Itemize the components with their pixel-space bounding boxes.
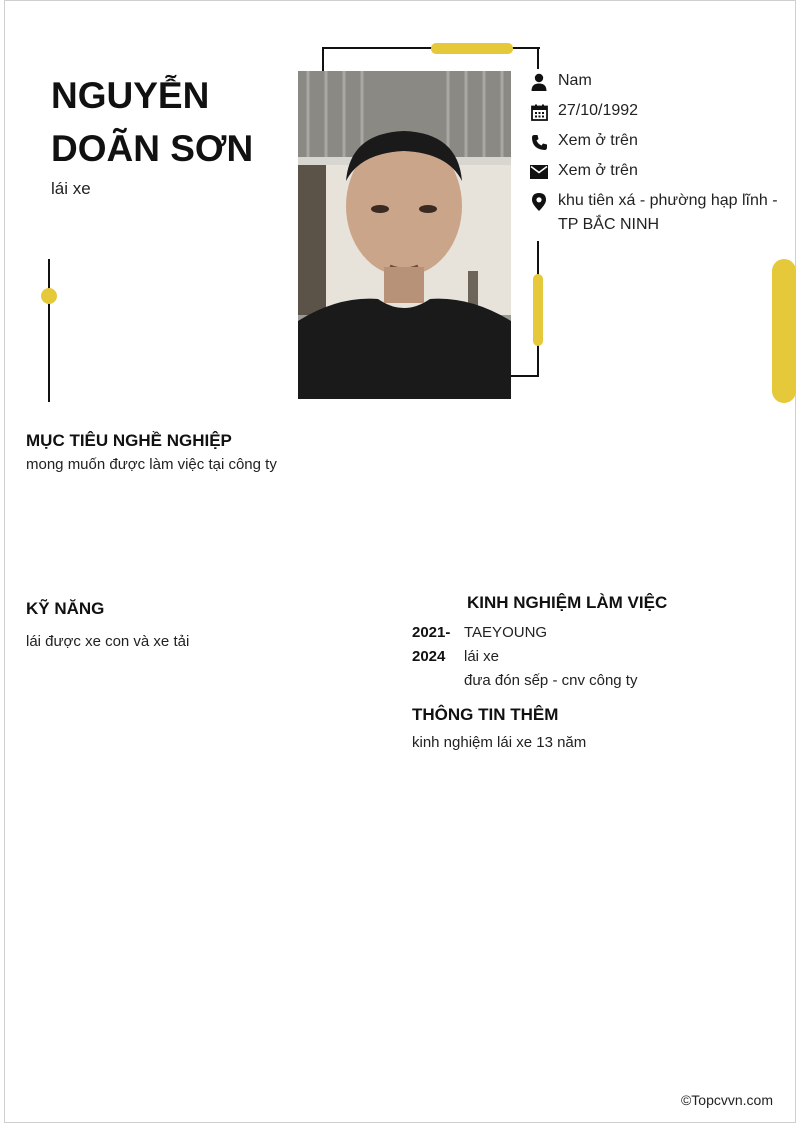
job-title: lái xe — [51, 179, 91, 198]
address-text — [558, 189, 778, 237]
experience-description: đưa đón sếp - cnv công ty — [464, 672, 638, 689]
frame-right-accent — [533, 274, 543, 346]
experience-details — [464, 621, 637, 693]
left-decor-dot — [41, 288, 57, 304]
experience-title: KINH NGHIỆM LÀM VIỆC — [467, 593, 668, 612]
calendar-icon — [530, 103, 548, 121]
right-edge-accent — [772, 259, 796, 403]
candidate-name — [51, 69, 291, 175]
person-icon — [530, 73, 548, 91]
contact-email — [530, 162, 638, 183]
contact-phone — [530, 132, 638, 153]
name-line-1: NGUYỄN — [51, 75, 210, 116]
skills-text: lái được xe con và xe tải — [26, 633, 190, 650]
location-pin-icon — [530, 193, 548, 211]
objective-title: MỤC TIÊU NGHỀ NGHIỆP — [26, 431, 232, 450]
experience-company: TAEYOUNG — [464, 624, 548, 641]
phone-text: Xem ở trên — [558, 132, 638, 149]
extra-title: THÔNG TIN THÊM — [412, 705, 559, 724]
experience-position: lái xe — [464, 648, 500, 665]
gender-text: Nam — [558, 72, 592, 89]
email-text: Xem ở trên — [558, 162, 638, 179]
contact-birthday — [530, 102, 638, 123]
experience-period — [412, 621, 450, 669]
skills-title: KỸ NĂNG — [26, 599, 105, 618]
profile-photo — [298, 71, 511, 399]
frame-top-accent — [431, 43, 513, 54]
experience-period-start: 2021- — [412, 624, 451, 641]
phone-icon — [530, 133, 548, 151]
cv-page — [4, 0, 796, 1123]
birthday-text: 27/10/1992 — [558, 102, 639, 119]
left-decor-line — [48, 259, 50, 402]
experience-period-end: 2024 — [412, 648, 446, 665]
name-line-2: DOÃN SƠN — [51, 128, 254, 169]
contact-address — [530, 192, 778, 237]
copyright-footer: ©Topcvvn.com — [680, 1092, 773, 1108]
frame-right-stub-top — [537, 47, 539, 69]
address-line-1: khu tiên xá - phường hạp lĩnh - — [558, 192, 778, 209]
frame-left-stub — [322, 47, 324, 73]
frame-bottom-stub — [511, 375, 539, 377]
objective-text: mong muốn được làm việc tại công ty — [26, 456, 277, 473]
address-line-2: TP BẮC NINH — [558, 216, 660, 233]
envelope-icon — [530, 163, 548, 181]
contact-gender — [530, 72, 592, 93]
extra-text: kinh nghiệm lái xe 13 năm — [412, 734, 587, 751]
